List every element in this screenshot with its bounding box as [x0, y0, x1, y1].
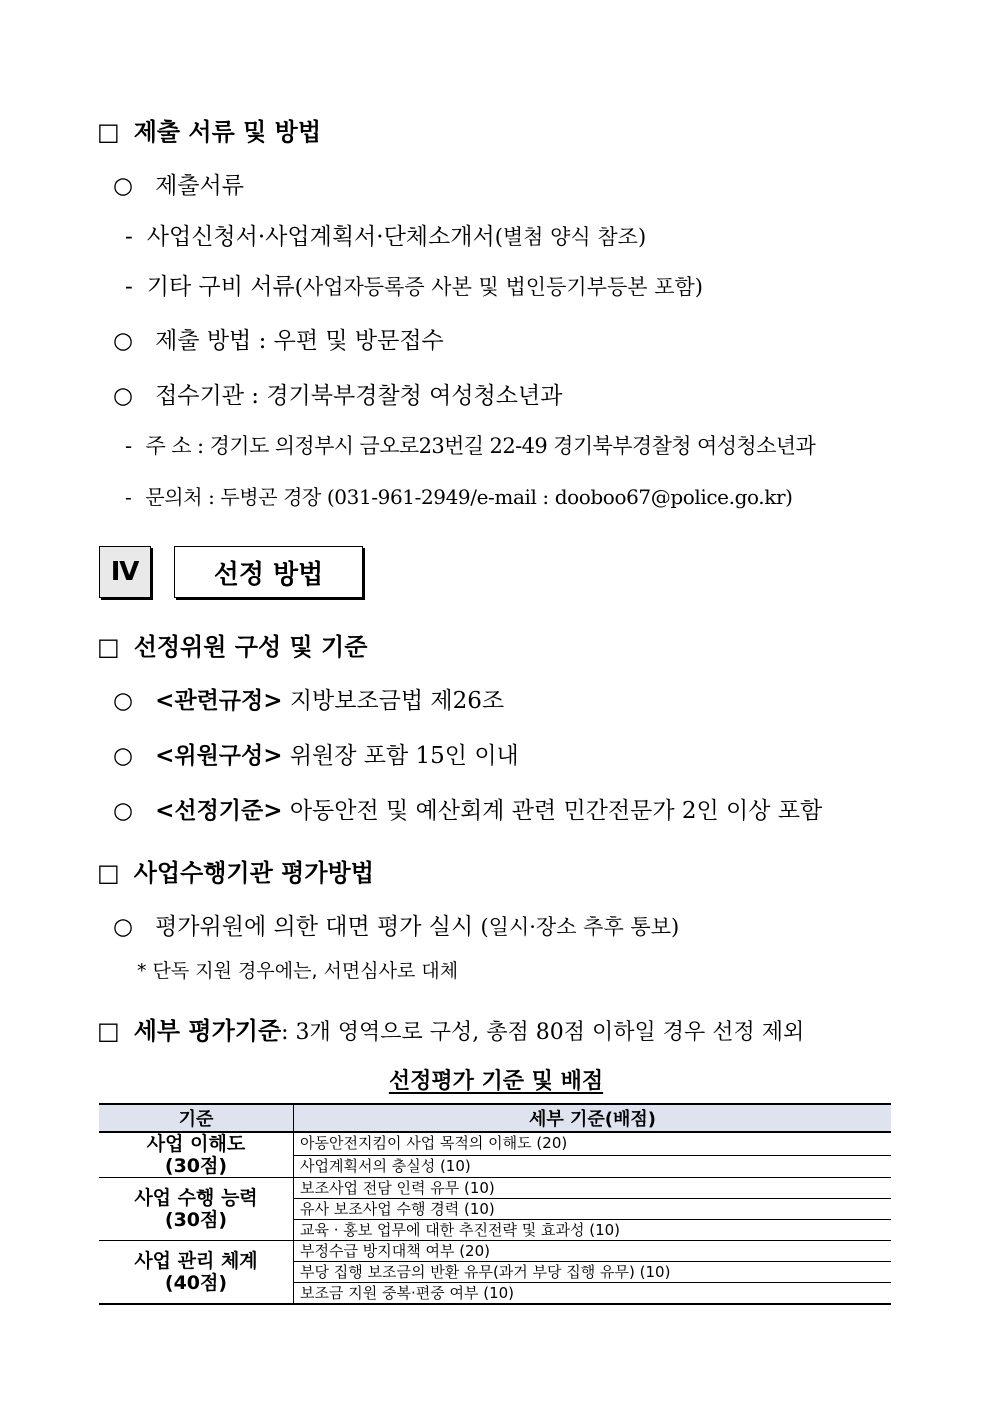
table-row	[99, 1132, 891, 1155]
section-heading-evaluation: □ 사업수행기관 평가방법	[97, 858, 374, 887]
dash-bullet-icon: -	[125, 485, 132, 509]
criteria-cell: 사업계획서의 충실성 (10)	[294, 1155, 892, 1177]
criteria-cell: 보조금 지원 중복·편중 여부 (10)	[294, 1283, 892, 1305]
circle-bullet-icon: ○	[113, 743, 134, 769]
circle-bullet-icon: ○	[113, 798, 134, 824]
address: - 주 소 : 경기도 의정부시 금오로23번길 22-49 경기북부경찰청 여성청소년과	[125, 434, 816, 458]
contact: - 문의처 : 두병곤 경장 (031-961-2949/e-mail : dooboo67@police.go.kr)	[125, 485, 793, 509]
docs-title: ○ 제출서류	[113, 173, 244, 199]
section-heading-committee: □ 선정위원 구성 및 기준	[97, 632, 368, 661]
section-heading-submission: □ 제출 서류 및 방법	[97, 117, 322, 146]
category-cell: 사업 수행 능력 (30점)	[99, 1178, 294, 1241]
committee-item-1: ○ <관련규정> 지방보조금법 제26조	[113, 687, 505, 714]
docs-item-2: - 기타 구비 서류(사업자등록증 사본 및 법인등기부등본 포함)	[125, 274, 703, 300]
circle-bullet-icon: ○	[113, 173, 134, 199]
circle-bullet-icon: ○	[113, 328, 134, 354]
receiving-agency: ○ 접수기관 : 경기북부경찰청 여성청소년과	[113, 383, 563, 409]
checkbox-square-icon: □	[97, 859, 120, 887]
category-cell: 사업 이해도 (30점)	[99, 1132, 294, 1178]
checkbox-square-icon: □	[97, 1017, 120, 1045]
evaluation-item: ○ 평가위원에 의한 대면 평가 실시 (일시·장소 추후 통보)	[113, 914, 680, 940]
circle-bullet-icon: ○	[113, 383, 134, 409]
table-row	[99, 1241, 891, 1262]
criteria-table	[99, 1103, 891, 1305]
chapter-title: 선정 방법	[174, 546, 363, 598]
chapter-number: Ⅳ	[99, 546, 151, 598]
docs-item-1: - 사업신청서·사업계획서·단체소개서(별첨 양식 참조)	[125, 224, 647, 250]
criteria-cell: 부당 집행 보조금의 반환 유무(과거 부당 집행 유무) (10)	[294, 1262, 892, 1283]
table-header: 세부 기준(배점)	[294, 1104, 892, 1132]
criteria-cell: 아동안전지킴이 사업 목적의 이해도 (20)	[294, 1132, 892, 1155]
category-cell: 사업 관리 체계 (40점)	[99, 1241, 294, 1305]
checkbox-square-icon: □	[97, 118, 120, 146]
criteria-cell: 교육 · 홍보 업무에 대한 추진전략 및 효과성 (10)	[294, 1220, 892, 1241]
dash-bullet-icon: -	[125, 224, 133, 250]
committee-item-2: ○ <위원구성> 위원장 포함 15인 이내	[113, 742, 519, 769]
table-header: 기준	[99, 1104, 294, 1132]
dash-bullet-icon: -	[125, 274, 133, 300]
criteria-cell: 유사 보조사업 수행 경력 (10)	[294, 1199, 892, 1220]
checkbox-square-icon: □	[97, 633, 120, 661]
criteria-cell: 부정수급 방지대책 여부 (20)	[294, 1241, 892, 1262]
circle-bullet-icon: ○	[113, 688, 134, 714]
dash-bullet-icon: -	[125, 434, 132, 458]
table-title: 선정평가 기준 및 배점	[388, 1069, 604, 1094]
committee-item-3: ○ <선정기준> 아동안전 및 예산회계 관련 민간전문가 2인 이상 포함	[113, 797, 823, 824]
section-heading-criteria: □ 세부 평가기준: 3개 영역으로 구성, 총점 80점 이하일 경우 선정 제외	[97, 1016, 805, 1045]
table-row	[99, 1178, 891, 1199]
criteria-cell: 보조사업 전담 인력 유무 (10)	[294, 1178, 892, 1199]
submission-method: ○ 제출 방법 : 우편 및 방문접수	[113, 328, 444, 354]
evaluation-note: * 단독 지원 경우에는, 서면심사로 대체	[137, 960, 459, 982]
circle-bullet-icon: ○	[113, 914, 134, 940]
